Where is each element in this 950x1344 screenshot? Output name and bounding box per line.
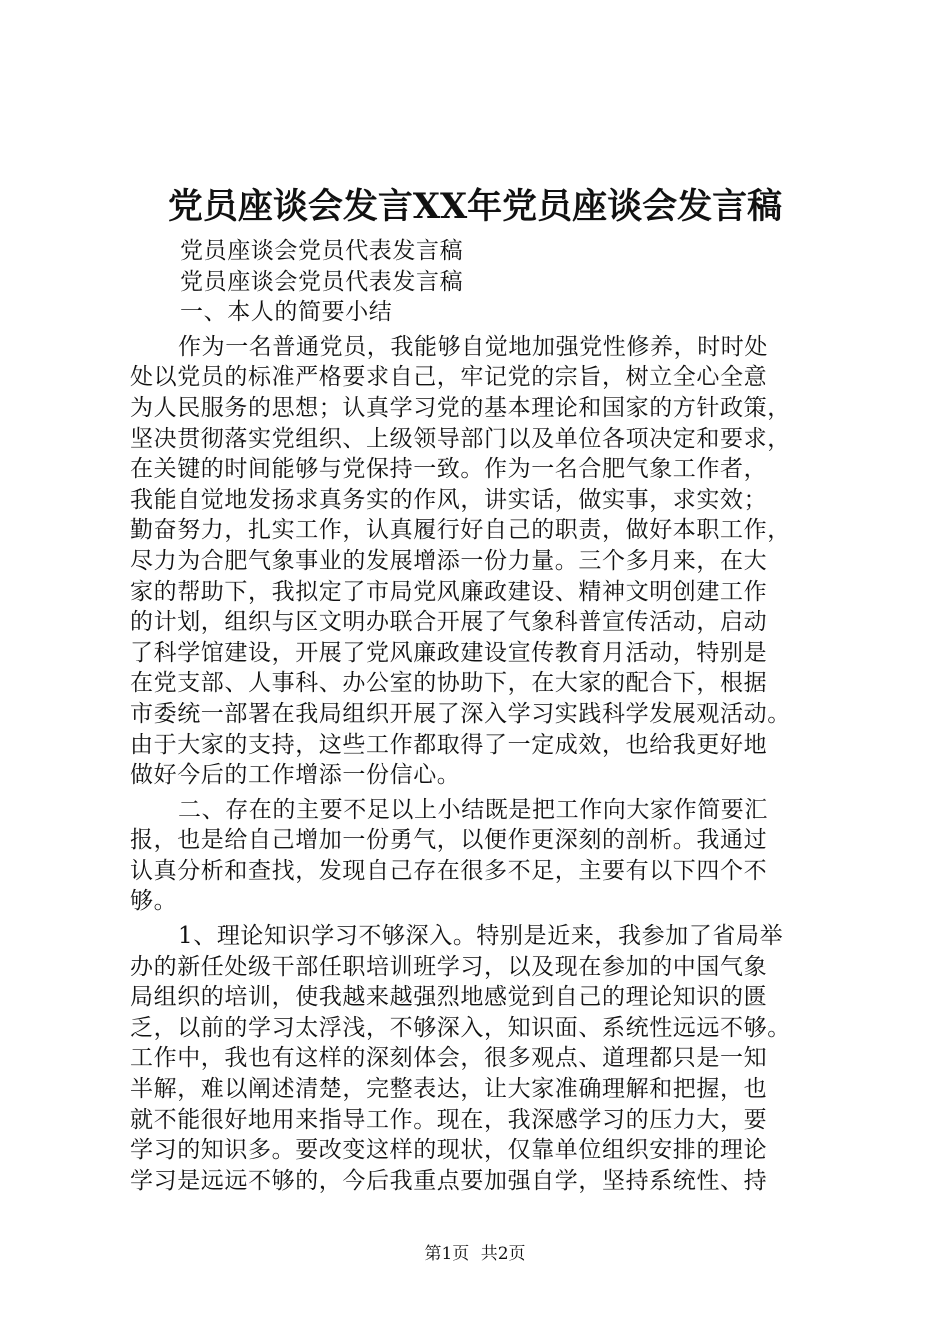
paragraph-line: 尽力为合肥气象事业的发展增添一份力量。三个多月来，在大 xyxy=(130,547,768,574)
paragraph-line: 由于大家的支持，这些工作都取得了一定成效，也给我更好地 xyxy=(130,731,768,758)
paragraph-line: 的计划，组织与区文明办联合开展了气象科普宣传活动，启动 xyxy=(130,609,768,636)
paragraph-line: 工作中，我也有这样的深刻体会，很多观点、道理都只是一知 xyxy=(130,1045,768,1072)
paragraph-line: 我能自觉地发扬求真务实的作风，讲实话，做实事，求实效； xyxy=(130,486,768,513)
paragraph-line: 在关键的时间能够与党保持一致。作为一名合肥气象工作者， xyxy=(130,456,768,483)
paragraph-line: 为人民服务的思想；认真学习党的基本理论和国家的方针政策， xyxy=(130,394,791,421)
page-total: 共2页 xyxy=(480,1244,526,1264)
document-title: 党员座谈会发言XX年党员座谈会发言稿 xyxy=(167,186,783,227)
paragraph-line: 二、存在的主要不足以上小结既是把工作向大家作简要汇 xyxy=(178,796,768,823)
paragraph-line: 坚决贯彻落实党组织、上级领导部门以及单位各项决定和要求， xyxy=(130,425,791,452)
paragraph-line: 报，也是给自己增加一份勇气，以便作更深刻的剖析。我通过 xyxy=(130,827,768,854)
subtitle-line: 党员座谈会党员代表发言稿 xyxy=(180,238,464,264)
paragraph-line: 学习是远远不够的，今后我重点要加强自学，坚持系统性、持 xyxy=(130,1167,768,1194)
document-body xyxy=(130,236,830,1196)
paragraph-line: 勤奋努力，扎实工作，认真履行好自己的职责，做好本职工作， xyxy=(130,517,791,544)
page-footer xyxy=(0,1242,950,1266)
paragraph-line: 办的新任处级干部任职培训班学习，以及现在参加的中国气象 xyxy=(130,953,768,980)
paragraph-line: 家的帮助下，我拟定了市局党风廉政建设、精神文明创建工作 xyxy=(130,578,768,605)
paragraph-line: 作为一名普通党员，我能够自觉地加强党性修养，时时处 xyxy=(178,333,768,360)
paragraph-line: 做好今后的工作增添一份信心。 xyxy=(130,762,461,789)
paragraph-line: 够。 xyxy=(130,888,178,915)
paragraph-line: 了科学馆建设，开展了党风廉政建设宣传教育月活动，特别是 xyxy=(130,639,768,666)
section-heading: 一、本人的简要小结 xyxy=(180,299,393,326)
page-number: 第1页 xyxy=(424,1244,470,1264)
paragraph-line: 处以党员的标准严格要求自己，牢记党的宗旨，树立全心全意 xyxy=(130,364,768,391)
paragraph-line: 学习的知识多。要改变这样的现状，仅靠单位组织安排的理论 xyxy=(130,1137,768,1164)
paragraph-line: 乏，以前的学习太浮浅，不够深入，知识面、系统性远远不够。 xyxy=(130,1014,791,1041)
paragraph-line: 认真分析和查找，发现自己存在很多不足，主要有以下四个不 xyxy=(130,857,768,884)
paragraph-line: 1、理论知识学习不够深入。特别是近来，我参加了省局举 xyxy=(178,923,784,950)
paragraph-line: 在党支部、人事科、办公室的协助下，在大家的配合下，根据 xyxy=(130,670,768,697)
paragraph-line: 半解，难以阐述清楚，完整表达，让大家准确理解和把握，也 xyxy=(130,1076,768,1103)
subtitle-line: 党员座谈会党员代表发言稿 xyxy=(180,268,464,295)
paragraph-line: 市委统一部署在我局组织开展了深入学习实践科学发展观活动。 xyxy=(130,700,791,727)
paragraph-line: 就不能很好地用来指导工作。现在，我深感学习的压力大，要 xyxy=(130,1106,768,1133)
paragraph-line: 局组织的培训，使我越来越强烈地感觉到自己的理论知识的匮 xyxy=(130,984,768,1011)
